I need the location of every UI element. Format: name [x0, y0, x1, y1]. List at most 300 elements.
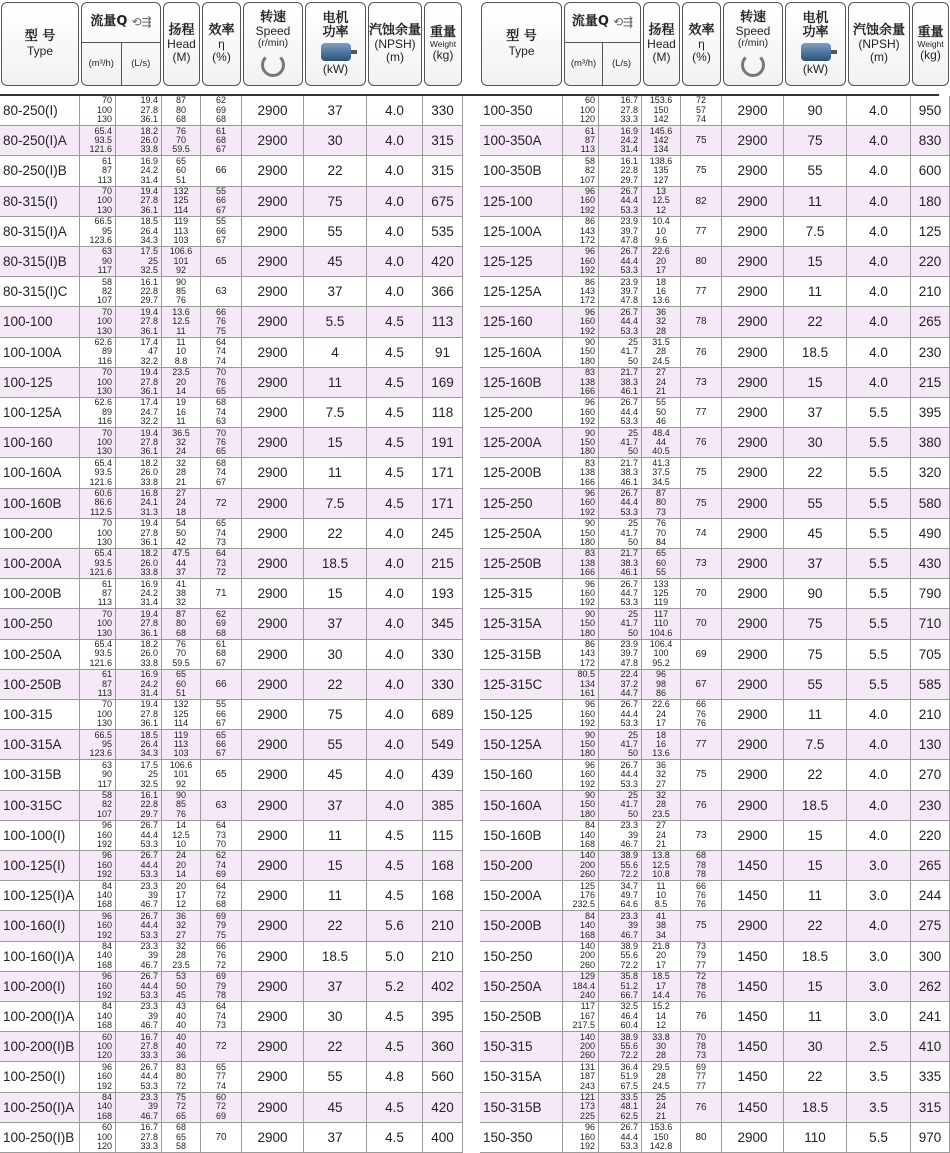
efficiency-value: 62: [215, 608, 226, 619]
weight: 168: [423, 881, 463, 910]
head-value: 10: [175, 346, 186, 357]
power: 11: [784, 1002, 847, 1031]
flow-ls-value: 33.8: [140, 144, 158, 155]
npsh-en: (NPSH): [374, 36, 416, 51]
flow-m3h-value: 100: [96, 618, 112, 629]
flow-m3h-value: 82: [101, 286, 112, 297]
efficiency-value: 76: [695, 1011, 707, 1023]
weight: 130: [911, 730, 950, 759]
efficiency-value: 74: [215, 859, 226, 870]
head-value: 14: [655, 1010, 666, 1021]
head: [642, 307, 681, 336]
efficiency: [201, 126, 242, 155]
head-value: 32: [655, 769, 666, 780]
efficiency-value: 67: [215, 748, 226, 759]
power: 30: [304, 126, 367, 155]
model-type: 100-200A: [0, 549, 80, 578]
power: 11: [304, 881, 367, 910]
flow-units: [82, 43, 160, 85]
table-row: [480, 126, 950, 156]
weight-zh: 重量: [429, 24, 456, 40]
flow-m3h-value: 160: [579, 588, 595, 599]
flow-m3h-value: 180: [579, 748, 595, 759]
npsh: 4.0: [367, 277, 423, 306]
model-type: 100-250A: [0, 640, 80, 669]
weight: 580: [911, 489, 950, 518]
table-row: [480, 217, 950, 247]
head-value: 16: [175, 406, 186, 417]
table-row: [480, 609, 950, 639]
efficiency-value: 68: [215, 397, 226, 408]
flow-m3h-value: 65.4: [94, 457, 112, 468]
efficiency-value: 71: [215, 588, 227, 600]
head: [642, 217, 681, 246]
efficiency-value: 75: [695, 920, 707, 932]
model-type: 100-125(I)A: [0, 881, 80, 910]
right-header-power: [785, 2, 846, 86]
flow-ls: [599, 730, 642, 759]
head-value: 32: [175, 920, 186, 931]
flow-m3h-value: 232.5: [572, 899, 595, 910]
head-value: 18.5: [652, 971, 670, 982]
head-value: 51: [175, 688, 186, 699]
weight: 210: [423, 942, 463, 971]
table-row: [0, 881, 463, 911]
flow-ls: [116, 187, 162, 216]
head-value: 32: [655, 316, 666, 327]
npsh: 3.5: [847, 1062, 911, 1091]
speed: 2900: [722, 549, 784, 578]
flow-ls-value: 60.4: [620, 1020, 638, 1031]
head: [162, 1062, 201, 1091]
table-row: [480, 851, 950, 881]
speed: 2900: [242, 217, 304, 246]
head-value: 51: [175, 174, 186, 185]
flow-m3h-value: 96: [584, 306, 595, 317]
flow-icon: ⟲⇶: [612, 14, 634, 29]
npsh: 4.5: [367, 851, 423, 880]
head: [162, 368, 201, 397]
flow-ls: [116, 640, 162, 669]
efficiency-value: 70: [215, 427, 226, 438]
efficiency-value: 68: [215, 135, 226, 146]
flow-m3h-value: 140: [96, 950, 112, 961]
flow-ls-value: 26.0: [140, 648, 158, 659]
flow-ls: [599, 881, 642, 910]
head: [162, 1002, 201, 1031]
model-type: 150-125A: [480, 730, 563, 759]
npsh: 5.5: [847, 428, 911, 457]
weight: 420: [423, 247, 463, 276]
head-value: 83: [175, 1061, 186, 1072]
type-zh: 型 号: [506, 29, 537, 45]
model-type: 100-200(I): [0, 972, 80, 1001]
flow-ls: [116, 791, 162, 820]
weight: 549: [423, 730, 463, 759]
speed: 2900: [722, 247, 784, 276]
head-value: 23.5: [172, 367, 190, 378]
flow-ls-value: 26.7: [620, 488, 638, 499]
flow-ls-value: 19.4: [140, 306, 158, 317]
head-value: 103: [173, 748, 189, 759]
weight: 345: [423, 609, 463, 638]
flow-ls: [599, 760, 642, 789]
flow-ls-value: 39: [147, 950, 158, 961]
efficiency: [681, 670, 722, 699]
speed: 2900: [722, 519, 784, 548]
weight: 270: [911, 760, 950, 789]
npsh: 4.5: [367, 1002, 423, 1031]
table-row: [480, 156, 950, 186]
power: 18.5: [784, 338, 847, 367]
flow-ls-value: 23.3: [140, 1092, 158, 1103]
head-value: 41.3: [652, 457, 670, 468]
weight: 91: [423, 338, 463, 367]
flow-ls-value: 39: [147, 1010, 158, 1021]
flow-m3h-value: 84: [101, 1092, 112, 1103]
flow-ls-value: 39.7: [620, 648, 638, 659]
flow-m3h-value: 70: [101, 306, 112, 317]
head-value: 32: [175, 437, 186, 448]
efficiency-value: 75: [695, 467, 707, 479]
weight-en: Weight: [429, 38, 457, 49]
head-value: 24: [175, 497, 186, 508]
flow-ls: [116, 458, 162, 487]
rotation-icon: [741, 53, 765, 77]
flow-ls-value: 27.8: [140, 316, 158, 327]
speed: 2900: [722, 489, 784, 518]
table-row: [480, 670, 950, 700]
flow-ls-value: 29.7: [620, 174, 638, 185]
speed: 2900: [722, 579, 784, 608]
flow-ls: [116, 126, 162, 155]
head-value: 65: [175, 155, 186, 166]
flow-unit-m3h: (m³/h): [82, 43, 122, 85]
efficiency: [681, 156, 722, 185]
flow-ls-value: 26.7: [620, 578, 638, 589]
head: [162, 1032, 201, 1061]
head-value: 9.6: [654, 235, 668, 246]
head: [162, 277, 201, 306]
table-row: [480, 1002, 950, 1032]
flow-ls: [116, 972, 162, 1001]
flow-m3h-value: 130: [96, 386, 112, 397]
power: 37: [304, 609, 367, 638]
weight: 420: [423, 1093, 463, 1122]
speed-zh: 转速: [739, 9, 766, 25]
flow-m3h-value: 180: [579, 537, 595, 548]
power: 37: [304, 96, 367, 125]
power: 7.5: [784, 217, 847, 246]
flow-m3h-value: 95: [101, 225, 112, 236]
flow-m3h-value: 150: [579, 437, 595, 448]
flow-ls: [116, 519, 162, 548]
flow-m3h: [80, 640, 116, 669]
npsh: 4.0: [847, 307, 911, 336]
flow-m3h-value: 90: [101, 769, 112, 780]
flow-m3h-value: 192: [96, 869, 112, 880]
head: [642, 549, 681, 578]
power: 22: [304, 911, 367, 940]
model-type: 100-160: [0, 428, 80, 457]
flow-ls-value: 53.3: [140, 839, 158, 850]
efficiency-value: 67: [215, 144, 226, 155]
efficiency: [201, 851, 242, 880]
efficiency: [681, 942, 722, 971]
head-value: 72: [175, 1080, 186, 1091]
speed: 1450: [722, 1032, 784, 1061]
model-type: 100-125: [0, 368, 80, 397]
head-value: 17: [175, 890, 186, 901]
flow-m3h-value: 116: [97, 355, 112, 366]
weight: 950: [911, 96, 950, 125]
rotation-icon: [261, 53, 285, 77]
flow-m3h-value: 130: [96, 204, 112, 215]
flow-ls-value: 31.4: [140, 597, 158, 608]
head-value: 134: [653, 144, 669, 155]
npsh: 5.5: [847, 549, 911, 578]
flow-ls-value: 44.4: [620, 1131, 638, 1142]
flow-ls-value: 22.4: [620, 669, 638, 680]
power: 55: [304, 730, 367, 759]
flow-ls-value: 26.0: [140, 557, 158, 568]
flow-m3h-value: 117: [97, 778, 112, 789]
flow-ls-value: 16.1: [620, 155, 638, 166]
efficiency: [681, 519, 722, 548]
head-value: 11: [176, 325, 186, 336]
flow-m3h-value: 121.6: [89, 144, 112, 155]
flow-zh: 流量Q: [571, 14, 609, 30]
flow-m3h-value: 180: [579, 808, 595, 819]
model-type: 125-125A: [480, 277, 563, 306]
model-type: 100-315: [0, 700, 80, 729]
flow-m3h-value: 60: [101, 1122, 112, 1133]
flow-ls-value: 16.9: [140, 155, 158, 166]
efficiency: [681, 338, 722, 367]
weight: 410: [911, 1032, 950, 1061]
flow-m3h-value: 160: [96, 920, 112, 931]
head-value: 65: [175, 669, 186, 680]
head-value: 106.4: [649, 639, 673, 650]
npsh: 4.0: [367, 217, 423, 246]
table-row: [480, 458, 950, 488]
speed: 1450: [722, 942, 784, 971]
flow-m3h-value: 113: [97, 597, 112, 608]
speed: 2900: [722, 911, 784, 940]
head: [162, 851, 201, 880]
speed: 2900: [242, 730, 304, 759]
flow-ls: [116, 670, 162, 699]
npsh: 4.0: [367, 156, 423, 185]
speed: 2900: [722, 156, 784, 185]
flow-ls-value: 44.4: [140, 1071, 158, 1082]
flow-m3h-value: 100: [96, 437, 112, 448]
speed: 2900: [722, 1123, 784, 1152]
right-header-npsh: [848, 2, 910, 86]
flow-units: [565, 43, 640, 85]
power-unit: (kW): [322, 61, 349, 76]
efficiency-value: 72: [215, 890, 226, 901]
flow-ls-value: 37.2: [620, 678, 638, 689]
speed: 2900: [722, 307, 784, 336]
head-value: 106.6: [169, 759, 193, 770]
speed: 2900: [242, 1002, 304, 1031]
flow-ls-value: 33.8: [140, 657, 158, 668]
npsh: 4.0: [367, 579, 423, 608]
model-type: 125-200B: [480, 458, 563, 487]
model-type: 100-315A: [0, 730, 80, 759]
flow-ls-value: 23.3: [620, 910, 638, 921]
head-value: 16: [655, 739, 666, 750]
weight: 710: [911, 609, 950, 638]
head-value: 135: [653, 165, 669, 176]
head-value: 16: [655, 286, 666, 297]
power: 18.5: [784, 942, 847, 971]
efficiency-value: 65: [215, 386, 226, 397]
npsh: 4.5: [367, 1093, 423, 1122]
speed: 1450: [722, 1093, 784, 1122]
head-value: 90: [175, 790, 186, 801]
flow-m3h: [80, 1032, 116, 1061]
head-value: 54: [175, 518, 186, 529]
efficiency-value: 67: [215, 718, 226, 729]
speed: 2900: [722, 760, 784, 789]
flow-m3h: [563, 247, 599, 276]
flow-m3h-value: 83: [584, 548, 595, 559]
head-value: 27: [655, 820, 666, 831]
efficiency-value: 74: [215, 1010, 226, 1021]
npsh: 4.0: [367, 760, 423, 789]
power-zh1: 电机: [802, 11, 829, 27]
head: [162, 458, 201, 487]
weight: 315: [423, 156, 463, 185]
npsh: 5.5: [847, 609, 911, 638]
flow-ls-value: 32.2: [140, 355, 158, 366]
model-type: 125-100A: [480, 217, 563, 246]
speed: 2900: [722, 730, 784, 759]
flow-ls-value: 17.4: [140, 397, 158, 408]
flow-ls-value: 46.7: [620, 839, 638, 850]
flow-ls: [116, 338, 162, 367]
weight: 171: [423, 458, 463, 487]
speed: 2900: [242, 1062, 304, 1091]
flow-ls-value: 41.7: [620, 437, 638, 448]
head-zh: 扬程: [648, 22, 675, 38]
flow-m3h: [563, 277, 599, 306]
flow-ls: [599, 489, 642, 518]
flow-m3h-value: 90: [101, 255, 112, 266]
flow-m3h-value: 200: [579, 1041, 595, 1052]
flow-m3h: [563, 519, 599, 548]
efficiency-value: 55: [215, 186, 226, 197]
flow-ls-value: 38.9: [620, 1031, 638, 1042]
power: 37: [304, 1123, 367, 1152]
speed: 2900: [242, 368, 304, 397]
speed: 2900: [242, 760, 304, 789]
flow-ls-value: 53.3: [140, 869, 158, 880]
efficiency-value: 76: [215, 437, 226, 448]
efficiency-value: 76: [695, 799, 707, 811]
flow-ls-value: 50: [627, 808, 638, 819]
flow-ls-value: 23.9: [620, 216, 638, 227]
weight: 535: [423, 217, 463, 246]
head-value: 42: [175, 537, 186, 548]
efficiency-value: 63: [215, 286, 227, 298]
flow-m3h: [563, 791, 599, 820]
table-row: [0, 730, 463, 760]
head: [642, 730, 681, 759]
flow-m3h-value: 70: [101, 608, 112, 619]
head-value: 18: [655, 276, 666, 287]
table-row: [0, 579, 463, 609]
efficiency-value: 78: [695, 869, 706, 880]
table-row: [480, 307, 950, 337]
flow-ls-value: 44.4: [140, 859, 158, 870]
speed: 1450: [722, 851, 784, 880]
head-value: 59.5: [172, 657, 190, 668]
flow-m3h-value: 120: [579, 114, 595, 125]
npsh: 5.5: [847, 670, 911, 699]
head-value: 65: [175, 1131, 186, 1142]
speed: 2900: [242, 700, 304, 729]
head-value: 60: [655, 557, 666, 568]
efficiency-value: 72: [695, 95, 706, 106]
speed: 2900: [722, 791, 784, 820]
speed: 2900: [242, 307, 304, 336]
flow-ls-value: 23.9: [620, 639, 638, 650]
head-value: 72: [175, 1101, 186, 1112]
head-value: 142.8: [649, 1141, 673, 1152]
flow-m3h: [563, 609, 599, 638]
head-value: 13.6: [652, 748, 670, 759]
flow-m3h-value: 96: [584, 578, 595, 589]
efficiency-value: 73: [215, 537, 226, 548]
flow-ls-value: 19.4: [140, 95, 158, 106]
head: [162, 549, 201, 578]
head-value: 10: [175, 839, 186, 850]
npsh: 4.0: [367, 247, 423, 276]
head-value: 101: [173, 769, 189, 780]
table-row: [0, 942, 463, 972]
flow-ls: [116, 1032, 162, 1061]
efficiency-value: 68: [215, 648, 226, 659]
eff-zh: 效率: [688, 22, 715, 38]
model-type: 125-160B: [480, 368, 563, 397]
power-zh2: 功率: [802, 25, 829, 41]
flow-m3h-value: 217.5: [572, 1020, 595, 1031]
npsh-zh: 汽蚀余量: [852, 22, 905, 38]
head-value: 119: [173, 216, 189, 227]
efficiency-value: 79: [695, 950, 706, 961]
head-value: 59.5: [172, 144, 190, 155]
head-value: 8.8: [174, 355, 188, 366]
right-header-type: [481, 2, 562, 86]
head-value: 70: [175, 648, 186, 659]
head-value: 22.6: [652, 246, 670, 257]
flow-ls-value: 46.7: [140, 899, 158, 910]
flow-ls: [599, 972, 642, 1001]
flow-ls: [116, 1093, 162, 1122]
head-value: 132: [173, 699, 189, 710]
eff-unit: (%): [212, 50, 231, 65]
table-row: [0, 338, 463, 368]
left-header-power: [305, 2, 366, 86]
efficiency: [681, 458, 722, 487]
head: [642, 700, 681, 729]
efficiency: [201, 670, 242, 699]
speed: 2900: [242, 640, 304, 669]
model-type: 150-160A: [480, 791, 563, 820]
